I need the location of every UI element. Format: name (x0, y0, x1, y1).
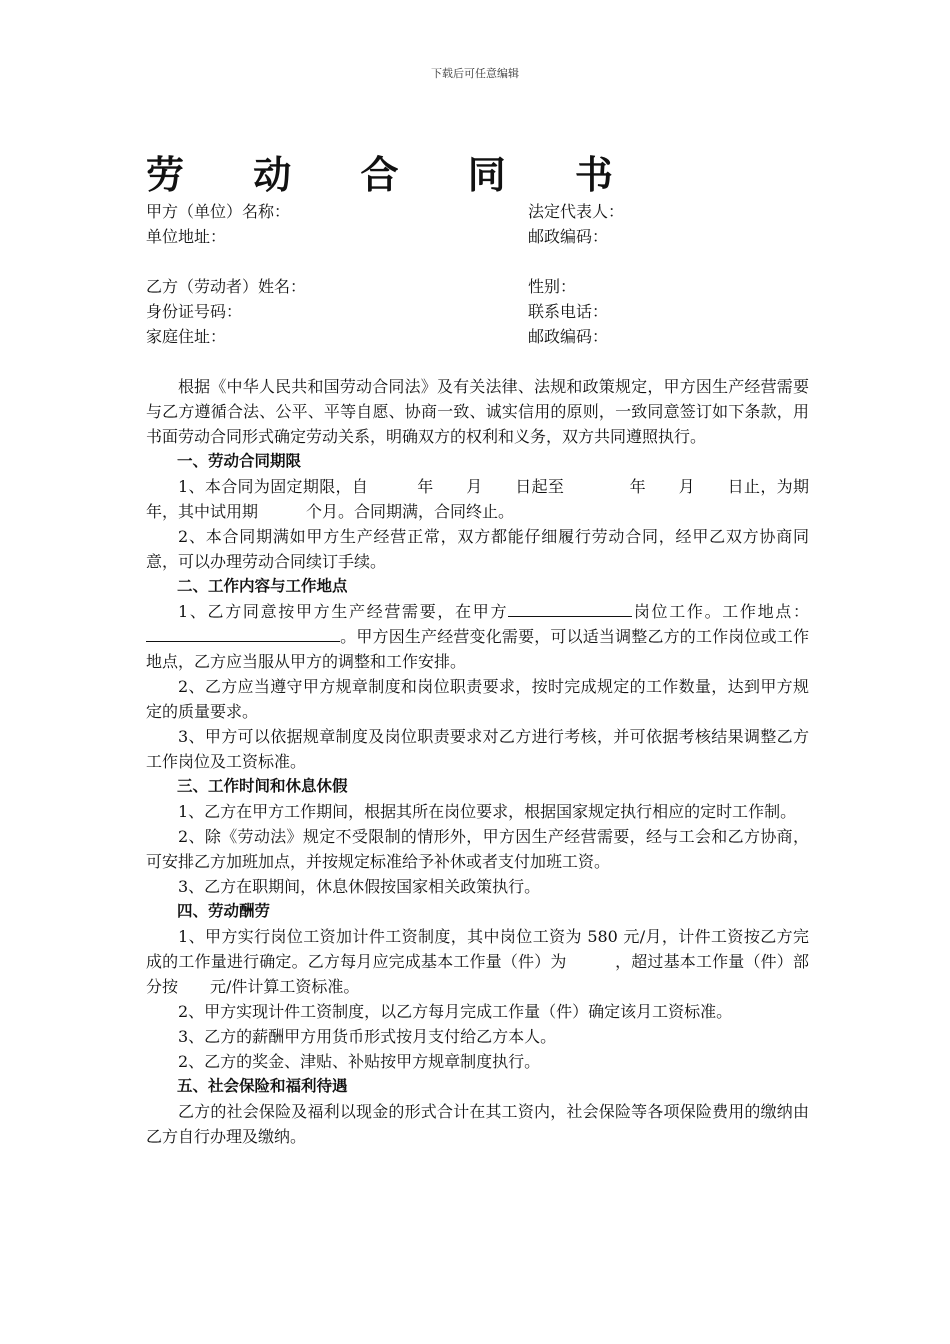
section-1-heading: 一、劳动合同期限 (177, 452, 302, 470)
section-3-clause-1: 1、乙方在甲方工作期间，根据其所在岗位要求，根据国家规定执行相应的定时工作制。 (178, 802, 797, 821)
section-4-clause-1: 1、甲方实行岗位工资加计件工资制度，其中岗位工资为 580 元/月，计件工资按乙方完成的工作量进行确定。乙方每月应完成基本工作量（件）为 ，超过基本工作量（件）部分按 元/件计算工资标准。 (146, 927, 809, 996)
section-4-clause-4: 2、乙方的奖金、津贴、补贴按甲方规章制度执行。 (178, 1052, 541, 1071)
unit-postcode-label: 邮政编码： (528, 227, 609, 246)
contract-body (146, 374, 842, 1149)
home-address-label: 家庭住址： (146, 327, 227, 346)
header-note: 下载后可任意编辑 (431, 67, 519, 80)
section-3-heading: 三、工作时间和休息休假 (177, 777, 348, 795)
section-2-clause-1 (146, 599, 809, 674)
gender-label: 性别： (528, 277, 577, 296)
section-1-clause-2: 2、本合同期满如甲方生产经营正常，双方都能仔细履行劳动合同，经甲乙双方协商同意，可以办理劳动合同续订手续。 (146, 527, 809, 571)
party-b-name-label: 乙方（劳动者）姓名： (146, 277, 307, 296)
section-2-heading: 二、工作内容与工作地点 (177, 577, 348, 595)
document-title: 劳 动 合 同 书 (146, 153, 641, 197)
home-postcode-label: 邮政编码： (528, 327, 609, 346)
phone-label: 联系电话： (528, 302, 609, 321)
location-blank-line (146, 625, 340, 642)
section-5-heading: 五、社会保险和福利待遇 (177, 1077, 348, 1095)
post-blank-line (508, 600, 632, 617)
clause-text: 1、乙方同意按甲方生产经营需要，在甲方 (178, 602, 509, 621)
party-a-name-label: 甲方（单位）名称： (146, 202, 291, 221)
section-4-heading: 四、劳动酬劳 (177, 902, 271, 920)
legal-rep-label: 法定代表人： (528, 202, 625, 221)
intro-paragraph: 根据《中华人民共和国劳动合同法》及有关法律、法规和政策规定，甲方因生产经营需要与乙方遵循合法、公平、平等自愿、协商一致、诚实信用的原则，一致同意签订如下条款，用书面劳动合同形式确定劳动关系，明确双方的权利和义务，双方共同遵照执行。 (146, 377, 809, 446)
section-4-clause-3: 3、乙方的薪酬甲方用货币形式按月支付给乙方本人。 (178, 1027, 557, 1046)
section-2-clause-2: 2、乙方应当遵守甲方规章制度和岗位职责要求，按时完成规定的工作数量，达到甲方规定的质量要求。 (146, 677, 809, 721)
section-3-clause-3: 3、乙方在职期间，休息休假按国家相关政策执行。 (178, 877, 541, 896)
id-number-label: 身份证号码： (146, 302, 243, 321)
clause-text: 岗位工作。工作地点： (632, 602, 809, 621)
section-5-clause-1: 乙方的社会保险及福利以现金的形式合计在其工资内，社会保险等各项保险费用的缴纳由乙方自行办理及缴纳。 (146, 1102, 809, 1146)
section-1-clause-1: 1、本合同为固定期限，自 年 月 日起至 年 月 日止，为期 年，其中试用期 个月。合同期满，合同终止。 (146, 477, 842, 521)
section-3-clause-2: 2、除《劳动法》规定不受限制的情形外，甲方因生产经营需要，经与工会和乙方协商，可安排乙方加班加点，并按规定标准给予补休或者支付加班工资。 (146, 827, 809, 871)
section-2-clause-3: 3、甲方可以依据规章制度及岗位职责要求对乙方进行考核，并可依据考核结果调整乙方工作岗位及工资标准。 (146, 727, 809, 771)
section-4-clause-2: 2、甲方实现计件工资制度，以乙方每月完成工作量（件）确定该月工资标准。 (178, 1002, 733, 1021)
clause-text: 。甲方因生产经营变化需要，可以适当调整乙方的工作岗位或工作地点，乙方应当服从甲方的调整和工作安排。 (146, 627, 809, 671)
unit-address-label: 单位地址： (146, 227, 227, 246)
